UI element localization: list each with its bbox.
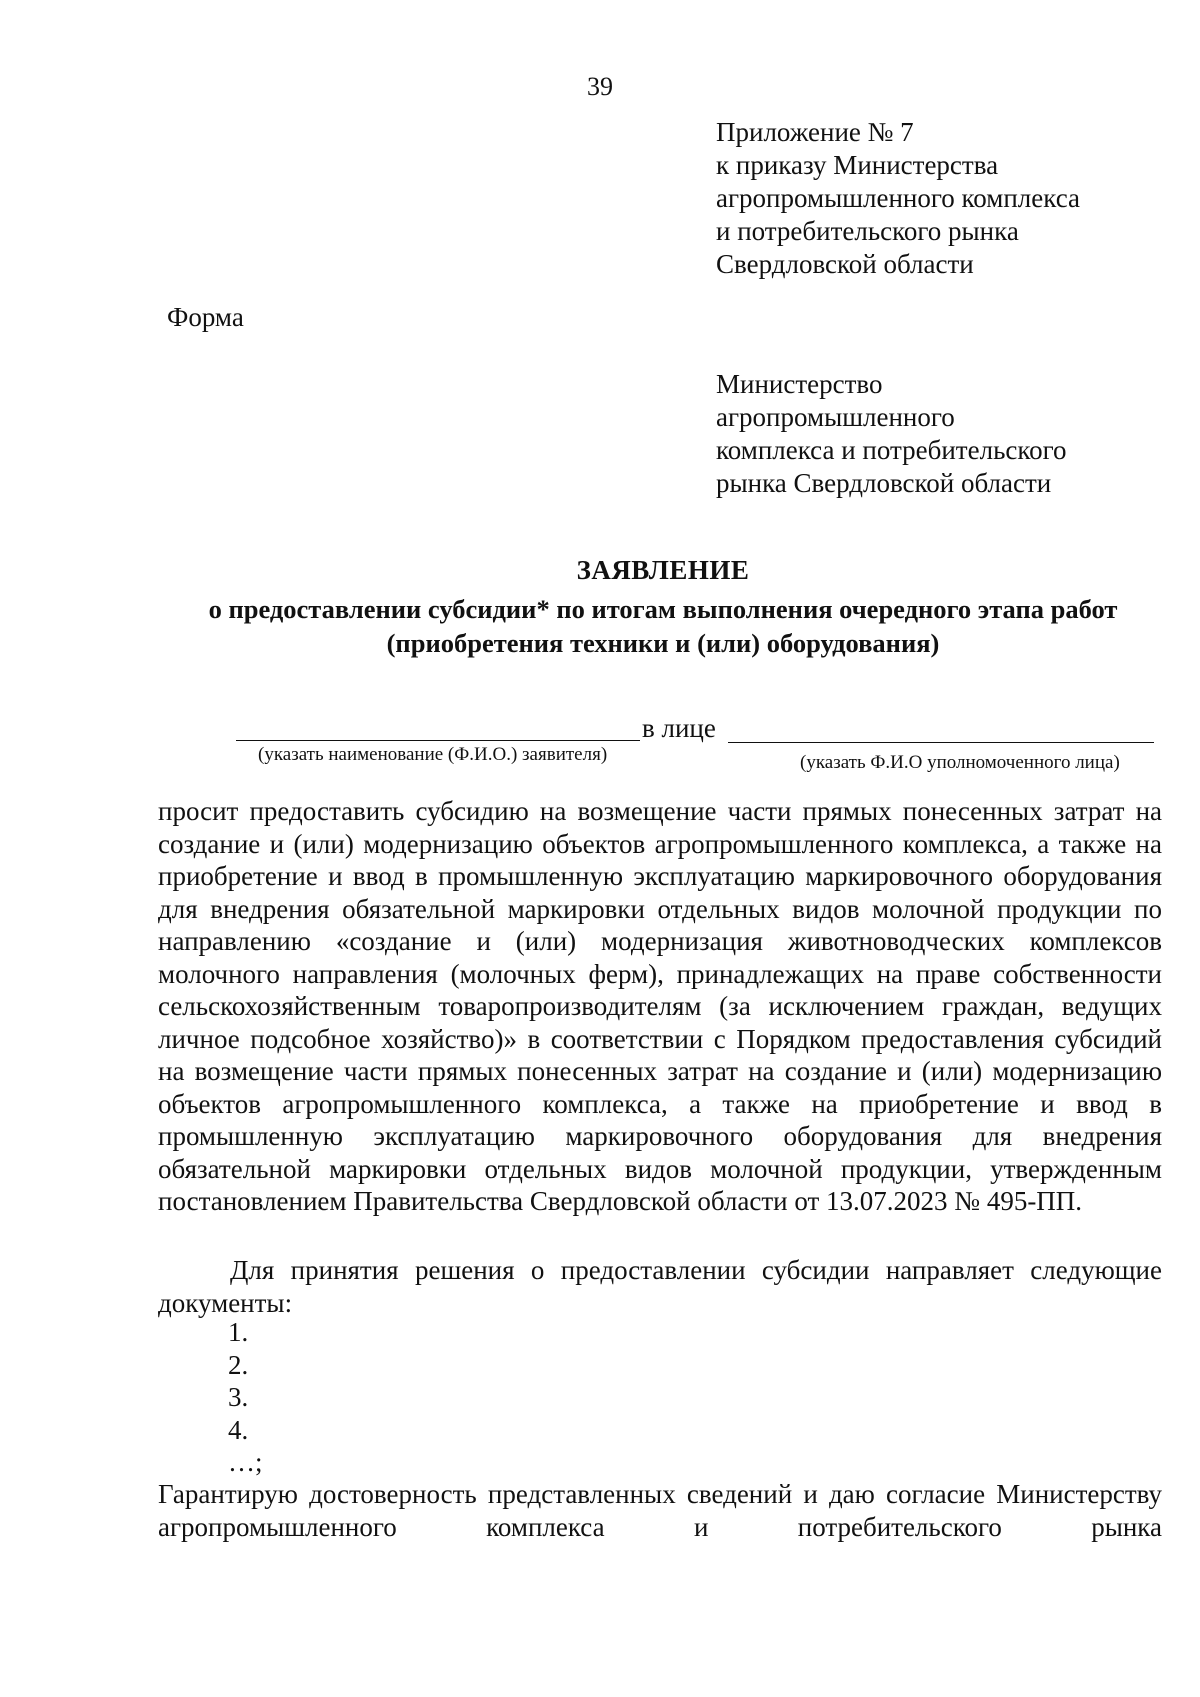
in-person-label: в лице bbox=[642, 713, 716, 743]
recipient-line: агропромышленного bbox=[716, 402, 955, 432]
appendix-line: и потребительского рынка bbox=[716, 216, 1019, 246]
request-paragraph: просит предоставить субсидию на возмещение части прямых понесенных затрат на создание и (или) модернизацию объектов агропромышленного комплекса, а также на приобретение и ввод в промышленную эксплуатацию маркировочного оборудования для внедрения обязательной маркировки отдельных видов молочной продукции по направлению «создание и (или) модернизация животноводческих комплексов молочного направления (молочных ферм), принадлежащих на праве собственности сельскохозяйственным товаропроизводителям (за исключением граждан, ведущих личное подсобное хозяйство)» в соответствии с Порядком предоставления субсидий на возмещение части прямых понесенных затрат на создание и (или) модернизацию объектов агропромышленного комплекса, а также на приобретение и ввод в промышленную эксплуатацию маркировочного оборудования для внедрения обязательной маркировки отдельных видов молочной продукции, утвержденным постановлением Правительства Свердловской области от 13.07.2023 № 495-ПП. bbox=[158, 796, 1162, 1216]
appendix-line: к приказу Министерства bbox=[716, 150, 999, 180]
recipient-line: рынка Свердловской области bbox=[716, 468, 1052, 498]
representative-name-line[interactable] bbox=[728, 742, 1154, 743]
document-title: ЗАЯВЛЕНИЕ bbox=[576, 555, 750, 585]
representative-caption: (указать Ф.И.О уполномоченного лица) bbox=[800, 752, 1120, 773]
appendix-line: агропромышленного комплекса bbox=[716, 183, 1080, 213]
subtitle-line: о предоставлении субсидии* по итогам выполнения очередного этапа работ bbox=[208, 594, 1118, 624]
documents-list bbox=[228, 1316, 263, 1479]
applicant-name-line[interactable] bbox=[236, 740, 640, 741]
page-number: 39 bbox=[587, 72, 613, 101]
recipient-line: комплекса и потребительского bbox=[716, 435, 1067, 465]
list-item: 2. bbox=[228, 1349, 249, 1380]
documents-paragraph: Для принятия решения о предоставлении субсидии направляет следующие документы: bbox=[158, 1255, 1162, 1318]
list-item: …; bbox=[228, 1447, 263, 1477]
appendix-line: Свердловской области bbox=[716, 249, 974, 279]
subtitle-line: (приобретения техники и (или) оборудования) bbox=[386, 628, 940, 658]
appendix-block bbox=[716, 116, 1080, 281]
list-item: 4. bbox=[228, 1414, 249, 1445]
guarantee-paragraph: Гарантирую достоверность представленных сведений и даю согласие Министерству агропромышленного комплекса и потребительского рынка bbox=[158, 1479, 1162, 1542]
document-subtitle bbox=[150, 592, 1176, 660]
form-label: Форма bbox=[167, 302, 244, 332]
list-item: 3. bbox=[228, 1382, 249, 1412]
applicant-caption: (указать наименование (Ф.И.О.) заявителя) bbox=[258, 744, 608, 765]
appendix-line: Приложение № 7 bbox=[716, 117, 914, 147]
recipient-line: Министерство bbox=[716, 369, 883, 399]
recipient-block bbox=[716, 368, 1067, 500]
list-item: 1. bbox=[228, 1317, 249, 1347]
